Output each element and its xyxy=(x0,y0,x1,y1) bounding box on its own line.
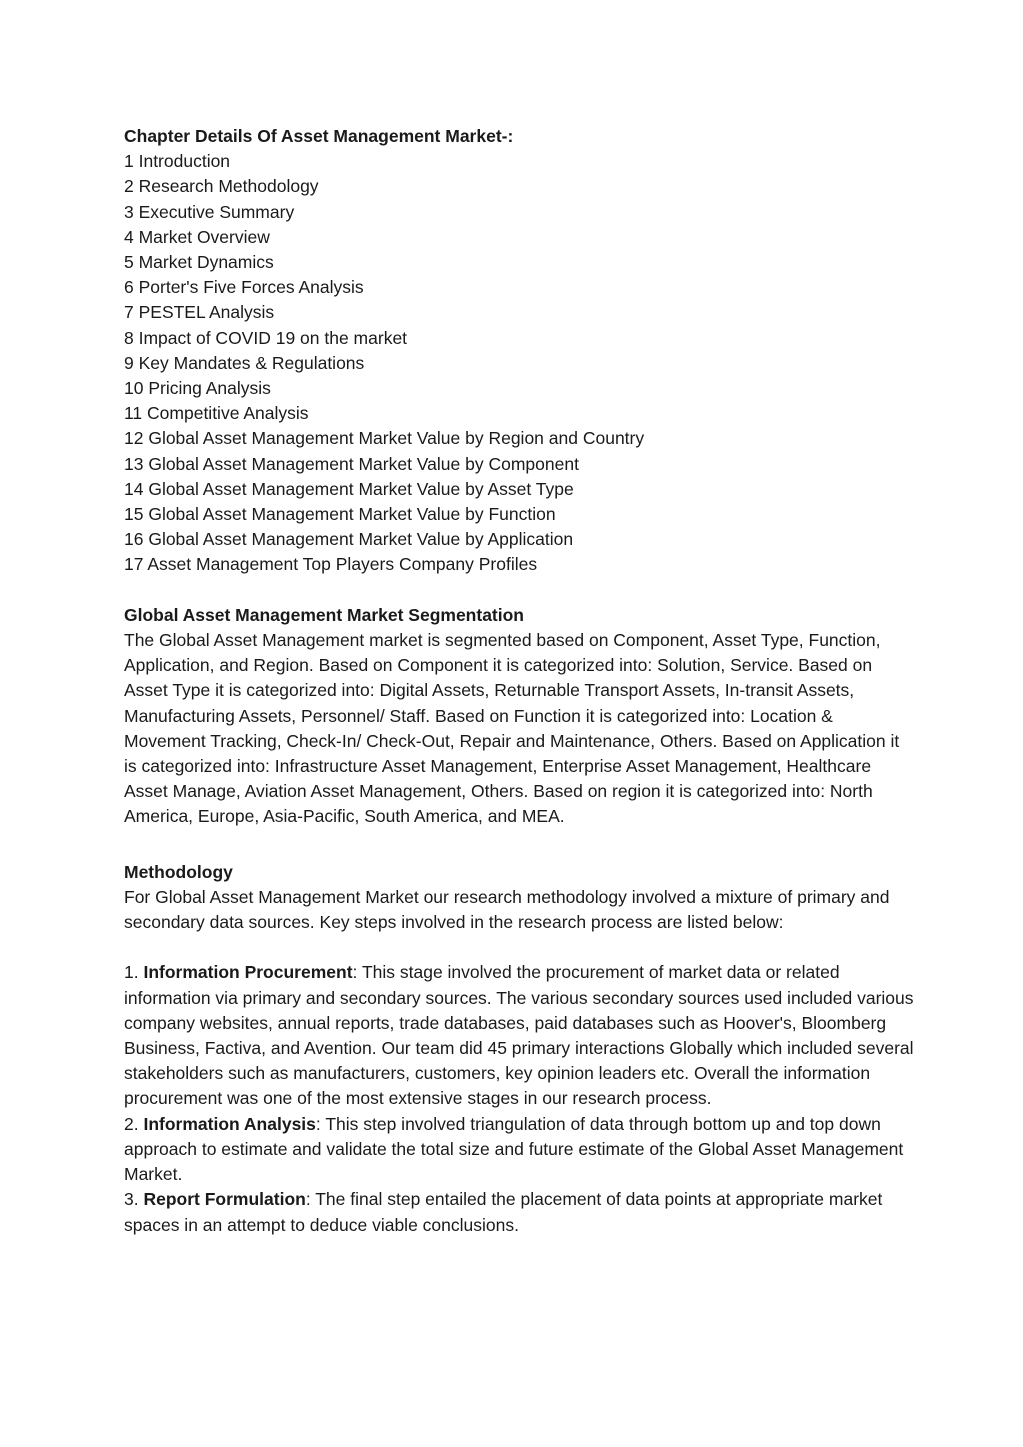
step-label: Information Procurement xyxy=(143,962,353,983)
chapter-item: 14 Global Asset Management Market Value by Asset Type xyxy=(124,478,574,499)
step-text: : This stage involved the procurement of market data or related information via primary and secondary sources. The various secondary sources used included various company websites, annual reports, trade databases, paid databases such as Hoover's, Bloomberg Business, Factiva, and Avention. Our team did 45 primary interactions Globally which included several stakeholders such as manufacturers, customers, key opinion leaders etc. Overall the information procurement was one of the most extensive stages in our research process. xyxy=(124,962,914,1109)
step-text: : This step involved triangulation of data through bottom up and top down approach to estimate and validate the total size and future estimate of the Global Asset Management Market. xyxy=(124,1113,904,1185)
chapter-item: 13 Global Asset Management Market Value by Component xyxy=(124,453,579,474)
methodology-intro: For Global Asset Management Market our research methodology involved a mixture of primary and secondary data sources. Key steps involved in the research process are listed below: xyxy=(124,886,890,933)
step-text: : The final step entailed the placement of data points at appropriate market spaces in an attempt to deduce viable conclusions. xyxy=(124,1189,883,1235)
step-number: 3. xyxy=(124,1189,144,1210)
methodology-step-3 xyxy=(124,1187,914,1237)
chapter-item: 2 Research Methodology xyxy=(124,176,319,197)
step-label: Report Formulation xyxy=(143,1189,306,1210)
chapter-item: 7 PESTEL Analysis xyxy=(124,302,275,323)
chapter-item: 17 Asset Management Top Players Company Profiles xyxy=(124,554,538,575)
section-spacer xyxy=(124,578,914,603)
segmentation-section xyxy=(124,603,914,830)
chapter-item: 12 Global Asset Management Market Value by Region and Country xyxy=(124,428,645,449)
methodology-step-1 xyxy=(124,960,914,1111)
chapter-item: 10 Pricing Analysis xyxy=(124,378,271,399)
chapter-details-section xyxy=(124,124,914,578)
methodology-section xyxy=(124,860,914,1238)
chapter-item: 9 Key Mandates & Regulations xyxy=(124,352,365,373)
chapter-item: 6 Porter's Five Forces Analysis xyxy=(124,277,364,298)
document-page xyxy=(124,124,914,1238)
chapter-item: 8 Impact of COVID 19 on the market xyxy=(124,327,408,348)
step-number: 2. xyxy=(124,1113,144,1134)
chapter-item: 11 Competitive Analysis xyxy=(124,403,309,424)
chapter-item: 4 Market Overview xyxy=(124,226,270,247)
chapter-item: 16 Global Asset Management Market Value by Application xyxy=(124,529,574,550)
step-number: 1. xyxy=(124,962,144,983)
chapter-item: 3 Executive Summary xyxy=(124,201,295,222)
chapter-details-heading: Chapter Details Of Asset Management Market-: xyxy=(124,126,514,146)
chapter-item: 5 Market Dynamics xyxy=(124,252,274,273)
methodology-heading: Methodology xyxy=(124,861,233,882)
methodology-step-2 xyxy=(124,1112,914,1188)
section-spacer xyxy=(124,830,914,860)
section-spacer xyxy=(124,935,914,960)
chapter-item: 15 Global Asset Management Market Value by Function xyxy=(124,504,556,525)
chapter-item: 1 Introduction xyxy=(124,151,231,172)
step-label: Information Analysis xyxy=(143,1113,316,1134)
segmentation-heading: Global Asset Management Market Segmentation xyxy=(124,604,524,625)
segmentation-paragraph: The Global Asset Management market is segmented based on Component, Asset Type, Function, Application, and Region. Based on Component it is categorized into: Solution, Service. Based on Asset Type it is categorized into: Digital Assets, Returnable Transport Assets, In-transit Assets, Manufacturing Assets, Personnel/ Staff. Based on Function it is categorized into: Location & Movement Tracking, Check-In/ Check-Out, Repair and Maintenance, Others. Based on Application it is categorized into: Infrastructure Asset Management, Enterprise Asset Management, Healthcare Asset Manage, Aviation Asset Management, Others. Based on region it is categorized into: North America, Europe, Asia-Pacific, South America, and MEA. xyxy=(124,630,900,827)
